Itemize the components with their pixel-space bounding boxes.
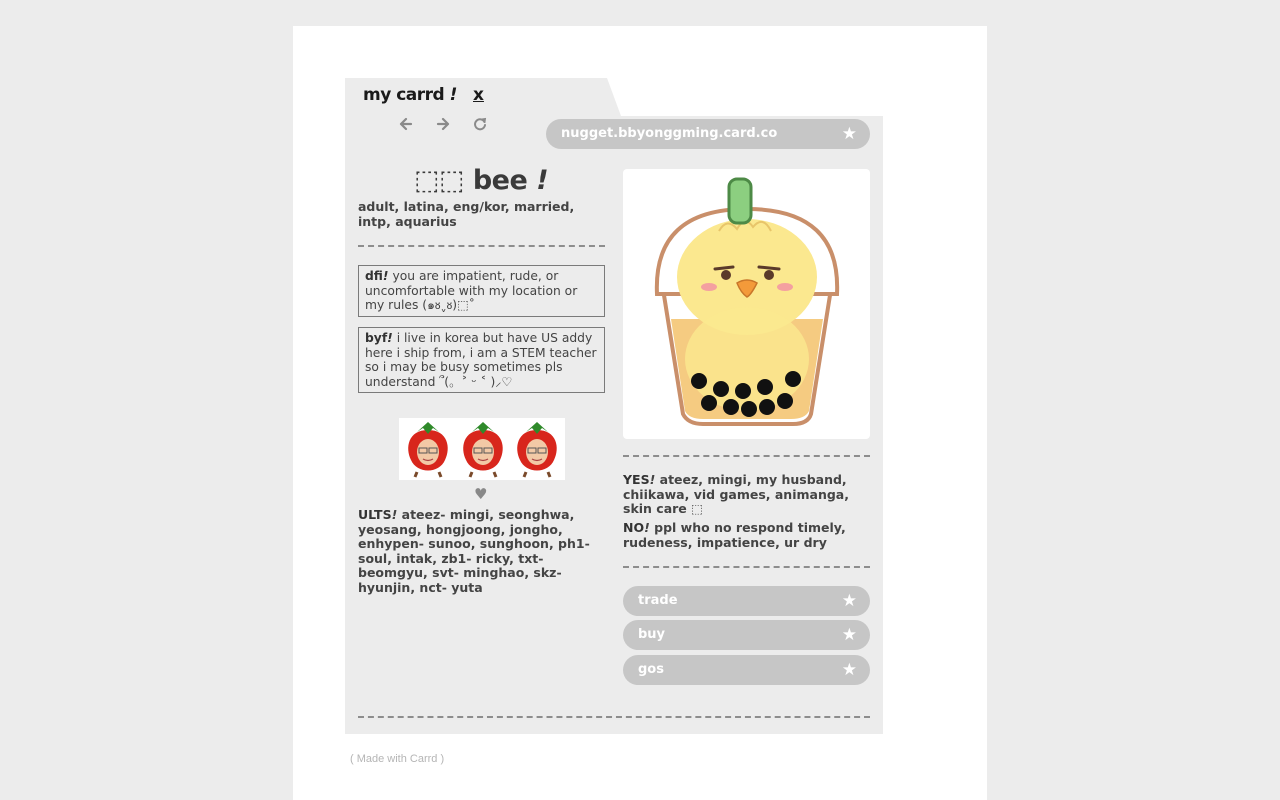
- refresh-icon[interactable]: [472, 117, 488, 135]
- buy-button[interactable]: buy ★: [623, 620, 870, 650]
- tab-title: my carrd !: [363, 85, 457, 105]
- no-text: NO! ppl who no respond timely, rudeness, impatience, ur dry: [623, 520, 846, 550]
- divider: [623, 566, 870, 568]
- browser-tab-edge: [607, 78, 621, 116]
- arrow-left-icon[interactable]: [398, 117, 414, 135]
- dfi-box: dfi! you are impatient, rude, or uncomfortable with my location or my rules (๑ᴕˬᴕ)⬚˚: [358, 265, 605, 317]
- arrow-right-icon[interactable]: [435, 117, 451, 135]
- divider: [358, 716, 870, 718]
- profile-heading: ⬚⬚ bee !: [413, 165, 549, 196]
- byf-box: byf! i live in korea but have US addy here i ship from, i am a STEM teacher so i may be busy sometimes pls understand ՞(。˃ ᵕ ˂ )⸝♡: [358, 327, 605, 393]
- divider: [358, 245, 605, 247]
- star-icon: ★: [841, 625, 857, 645]
- url-text: nugget.bbyonggming.card.co: [561, 126, 778, 141]
- divider: [623, 455, 870, 457]
- tab-close-link[interactable]: x: [473, 85, 484, 105]
- star-icon: ★: [841, 660, 857, 680]
- strawberry-image: [399, 418, 565, 480]
- heart-icon: ♥: [474, 485, 488, 503]
- star-icon: ★: [841, 591, 857, 611]
- made-with-carrd-link[interactable]: ( Made with Carrd ): [350, 753, 445, 765]
- trade-button[interactable]: trade ★: [623, 586, 870, 616]
- boba-chick-image: [623, 169, 870, 439]
- url-bar[interactable]: [546, 119, 870, 149]
- yes-text: YES! ateez, mingi, my husband, chiikawa, vid games, animanga, skin care ⬚: [623, 472, 849, 517]
- gos-button[interactable]: gos ★: [623, 655, 870, 685]
- star-icon[interactable]: ★: [841, 124, 857, 144]
- ults-text: ULTS! ateez- mingi, seonghwa, yeosang, hongjoong, jongho, enhypen- sunoo, sunghoon, ph1- soul, intak, zb1- ricky, txt- beomgyu, svt- minghao, skz- hyunjin, nct- yuta: [358, 507, 590, 595]
- profile-subhead: adult, latina, eng/kor, married, intp, aquarius: [358, 199, 575, 229]
